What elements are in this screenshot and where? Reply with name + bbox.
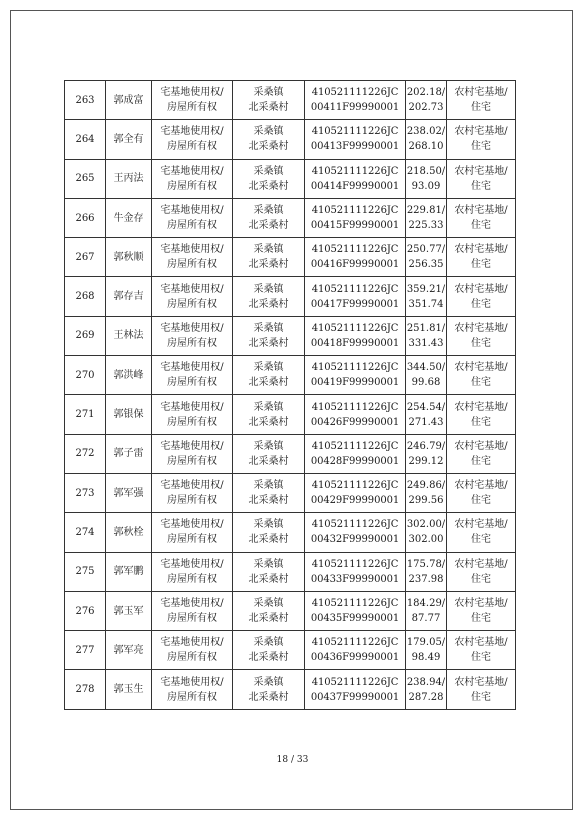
- unit-code-line: 410521111226JC: [311, 598, 399, 609]
- unit-code-cell: [305, 81, 406, 120]
- area-cell: [406, 238, 447, 277]
- owner-name-cell: 郭全有: [106, 120, 152, 159]
- area-line: 202.73: [408, 102, 444, 114]
- unit-code-line: 410521111226JC: [311, 676, 399, 688]
- right-type-cell: [152, 356, 233, 395]
- land-use-line: 住宅: [471, 416, 491, 428]
- right-type-line: 房屋所有权: [167, 416, 217, 428]
- unit-code-line: 00429F99990001: [310, 495, 400, 507]
- location-cell: [233, 120, 305, 159]
- right-type-line: 宅基地使用权/: [160, 480, 224, 492]
- unit-code-line: 00415F99990001: [310, 220, 400, 232]
- unit-code-line: 00411F99990001: [310, 102, 400, 114]
- unit-code-cell: [305, 434, 406, 473]
- unit-code-line: 00428F99990001: [310, 455, 400, 467]
- right-type-line: 宅基地使用权/: [160, 87, 224, 99]
- unit-code-line: 00426F99990001: [310, 416, 400, 428]
- right-type-line: 宅基地使用权/: [160, 165, 224, 177]
- location-line: 北采桑村: [248, 298, 289, 310]
- land-use-line: 农村宅基地/: [454, 519, 508, 531]
- location-line: 采桑镇: [253, 205, 284, 217]
- area-line: 299.12: [408, 455, 444, 467]
- owner-name-cell: 郭银保: [106, 395, 152, 434]
- land-use-line: 农村宅基地/: [454, 205, 508, 217]
- area-line: 218.50/: [406, 165, 446, 177]
- unit-code-line: 410521111226JC: [311, 637, 399, 649]
- unit-code-cell: [305, 473, 406, 512]
- unit-code-cell: [305, 552, 406, 591]
- location-line: 北采桑村: [248, 220, 289, 232]
- location-line: 采桑镇: [253, 480, 284, 492]
- location-line: 采桑镇: [253, 440, 284, 452]
- land-use-line: 农村宅基地/: [454, 637, 508, 649]
- owner-name-cell: 郭存吉: [106, 277, 152, 316]
- location-line: 北采桑村: [248, 416, 289, 428]
- location-cell: [233, 316, 305, 355]
- land-use-line: 住宅: [471, 691, 491, 703]
- land-use-line: 住宅: [471, 298, 491, 310]
- right-type-line: 房屋所有权: [167, 652, 217, 664]
- unit-code-cell: [305, 198, 406, 237]
- owner-name-cell: 郭军亮: [106, 631, 152, 670]
- unit-code-line: 410521111226JC: [311, 283, 399, 295]
- owner-name-cell: 郭玉军: [106, 591, 152, 630]
- right-type-cell: [152, 473, 233, 512]
- unit-code-line: 00437F99990001: [310, 691, 400, 703]
- location-line: 北采桑村: [248, 495, 289, 507]
- right-type-cell: [152, 316, 233, 355]
- area-cell: [406, 473, 447, 512]
- record-number-cell: 268: [65, 277, 106, 316]
- area-line: 249.86/: [406, 480, 446, 492]
- right-type-line: 房屋所有权: [167, 377, 217, 389]
- location-line: 采桑镇: [253, 519, 284, 531]
- unit-code-cell: [305, 670, 406, 709]
- land-use-line: 农村宅基地/: [454, 244, 508, 256]
- location-line: 北采桑村: [248, 652, 289, 664]
- area-cell: [406, 198, 447, 237]
- table-row: [65, 434, 516, 473]
- right-type-line: 宅基地使用权/: [160, 205, 224, 217]
- right-type-cell: [152, 159, 233, 198]
- location-line: 北采桑村: [248, 613, 289, 624]
- location-line: 北采桑村: [248, 259, 289, 271]
- record-number-cell: 263: [65, 81, 106, 120]
- location-line: 北采桑村: [248, 691, 289, 703]
- area-line: 225.33: [408, 220, 444, 232]
- location-line: 北采桑村: [248, 377, 289, 389]
- right-type-line: 房屋所有权: [167, 259, 217, 271]
- right-type-line: 宅基地使用权/: [160, 519, 224, 531]
- land-use-cell: [447, 552, 516, 591]
- table-row: [65, 591, 516, 630]
- location-line: 北采桑村: [248, 180, 289, 192]
- area-cell: [406, 631, 447, 670]
- right-type-line: 宅基地使用权/: [160, 244, 224, 256]
- land-use-line: 农村宅基地/: [454, 165, 508, 177]
- unit-code-line: 410521111226JC: [311, 519, 399, 531]
- record-number-cell: 276: [65, 591, 106, 630]
- location-cell: [233, 670, 305, 709]
- unit-code-line: 00416F99990001: [310, 259, 400, 271]
- table-row: [65, 670, 516, 709]
- land-use-line: 住宅: [471, 495, 491, 507]
- land-use-line: 住宅: [471, 259, 491, 271]
- record-number-cell: 269: [65, 316, 106, 355]
- unit-code-cell: [305, 277, 406, 316]
- location-cell: [233, 277, 305, 316]
- right-type-line: 宅基地使用权/: [160, 126, 224, 138]
- location-cell: [233, 81, 305, 120]
- unit-code-line: 410521111226JC: [311, 558, 399, 570]
- owner-name-cell: 王林法: [106, 316, 152, 355]
- area-cell: [406, 591, 447, 630]
- area-line: 175.78/: [406, 558, 446, 570]
- unit-code-line: 00413F99990001: [310, 141, 400, 153]
- area-cell: [406, 356, 447, 395]
- land-use-cell: [447, 591, 516, 630]
- owner-name-cell: 郭玉生: [106, 670, 152, 709]
- record-number-cell: 273: [65, 473, 106, 512]
- right-type-line: 房屋所有权: [167, 495, 217, 507]
- area-cell: [406, 552, 447, 591]
- unit-code-cell: [305, 591, 406, 630]
- land-use-cell: [447, 513, 516, 552]
- record-number-cell: 278: [65, 670, 106, 709]
- right-type-cell: [152, 591, 233, 630]
- right-type-line: 房屋所有权: [167, 573, 217, 585]
- table-row: [65, 552, 516, 591]
- table-row: [65, 120, 516, 159]
- land-use-line: 农村宅基地/: [454, 362, 508, 374]
- area-line: 268.10: [408, 141, 444, 153]
- right-type-line: 宅基地使用权/: [160, 598, 224, 609]
- right-type-line: 宅基地使用权/: [160, 322, 224, 334]
- right-type-line: 宅基地使用权/: [160, 401, 224, 413]
- area-cell: [406, 434, 447, 473]
- location-line: 北采桑村: [248, 573, 289, 585]
- document-page: [10, 10, 573, 810]
- area-line: 229.81/: [406, 205, 446, 217]
- right-type-cell: [152, 631, 233, 670]
- unit-code-line: 410521111226JC: [311, 401, 399, 413]
- area-line: 331.43: [408, 337, 444, 349]
- area-line: 251.81/: [406, 322, 446, 334]
- land-use-line: 住宅: [471, 180, 491, 192]
- unit-code-line: 00436F99990001: [310, 652, 400, 664]
- location-line: 采桑镇: [253, 558, 284, 570]
- area-line: 254.54/: [406, 401, 446, 413]
- area-line: 238.94/: [406, 676, 446, 688]
- right-type-line: 房屋所有权: [167, 337, 217, 349]
- unit-code-cell: [305, 513, 406, 552]
- area-cell: [406, 120, 447, 159]
- right-type-cell: [152, 277, 233, 316]
- area-cell: [406, 395, 447, 434]
- right-type-line: 宅基地使用权/: [160, 637, 224, 649]
- location-line: 北采桑村: [248, 141, 289, 153]
- right-type-cell: [152, 513, 233, 552]
- table-row: [65, 631, 516, 670]
- land-use-line: 农村宅基地/: [454, 87, 508, 99]
- land-use-line: 农村宅基地/: [454, 598, 508, 609]
- location-line: 北采桑村: [248, 337, 289, 349]
- owner-name-cell: 郭秋顺: [106, 238, 152, 277]
- record-number-cell: 272: [65, 434, 106, 473]
- owner-name-cell: 王丙法: [106, 159, 152, 198]
- record-number-cell: 266: [65, 198, 106, 237]
- table-row: [65, 395, 516, 434]
- area-cell: [406, 81, 447, 120]
- area-line: 271.43: [408, 416, 444, 428]
- right-type-cell: [152, 670, 233, 709]
- unit-code-line: 410521111226JC: [311, 165, 399, 177]
- area-line: 184.29/: [406, 598, 446, 609]
- location-line: 北采桑村: [248, 534, 289, 546]
- unit-code-line: 00414F99990001: [310, 180, 400, 192]
- location-cell: [233, 238, 305, 277]
- right-type-line: 房屋所有权: [167, 102, 217, 114]
- table-row: [65, 81, 516, 120]
- area-line: 302.00/: [406, 519, 446, 531]
- area-line: 238.02/: [406, 126, 446, 138]
- unit-code-cell: [305, 316, 406, 355]
- area-line: 99.68: [411, 377, 441, 389]
- right-type-line: 房屋所有权: [167, 613, 217, 624]
- unit-code-line: 00433F99990001: [310, 573, 400, 585]
- land-use-line: 住宅: [471, 141, 491, 153]
- owner-name-cell: 郭成富: [106, 81, 152, 120]
- land-use-line: 农村宅基地/: [454, 283, 508, 295]
- right-type-cell: [152, 198, 233, 237]
- unit-code-cell: [305, 159, 406, 198]
- table-row: [65, 473, 516, 512]
- land-use-line: 农村宅基地/: [454, 480, 508, 492]
- location-cell: [233, 159, 305, 198]
- land-use-line: 农村宅基地/: [454, 322, 508, 334]
- land-use-line: 农村宅基地/: [454, 676, 508, 688]
- right-type-line: 宅基地使用权/: [160, 440, 224, 452]
- area-line: 202.18/: [406, 87, 446, 99]
- unit-code-line: 00432F99990001: [310, 534, 400, 546]
- location-cell: [233, 434, 305, 473]
- location-cell: [233, 395, 305, 434]
- area-line: 344.50/: [406, 362, 446, 374]
- table-row: [65, 356, 516, 395]
- location-line: 采桑镇: [253, 401, 284, 413]
- area-cell: [406, 513, 447, 552]
- right-type-cell: [152, 238, 233, 277]
- land-use-cell: [447, 238, 516, 277]
- location-line: 采桑镇: [253, 598, 284, 609]
- location-line: 北采桑村: [248, 102, 289, 114]
- unit-code-cell: [305, 238, 406, 277]
- right-type-line: 宅基地使用权/: [160, 676, 224, 688]
- unit-code-line: 410521111226JC: [311, 244, 399, 256]
- unit-code-line: 410521111226JC: [311, 322, 399, 334]
- location-line: 采桑镇: [253, 362, 284, 374]
- area-line: 299.56: [408, 495, 444, 507]
- unit-code-line: 00417F99990001: [310, 298, 400, 310]
- record-number-cell: 270: [65, 356, 106, 395]
- land-use-line: 住宅: [471, 337, 491, 349]
- location-cell: [233, 513, 305, 552]
- land-use-cell: [447, 356, 516, 395]
- right-type-line: 房屋所有权: [167, 220, 217, 232]
- right-type-line: 房屋所有权: [167, 691, 217, 703]
- owner-name-cell: 郭军强: [106, 473, 152, 512]
- land-use-line: 农村宅基地/: [454, 440, 508, 452]
- land-use-cell: [447, 670, 516, 709]
- right-type-line: 房屋所有权: [167, 298, 217, 310]
- right-type-cell: [152, 81, 233, 120]
- land-use-line: 住宅: [471, 573, 491, 585]
- unit-code-line: 00418F99990001: [310, 337, 400, 349]
- location-cell: [233, 198, 305, 237]
- area-line: 287.28: [408, 691, 444, 703]
- land-use-cell: [447, 81, 516, 120]
- area-line: 302.00: [408, 534, 444, 546]
- location-cell: [233, 356, 305, 395]
- land-use-line: 住宅: [471, 377, 491, 389]
- land-use-cell: [447, 198, 516, 237]
- right-type-cell: [152, 434, 233, 473]
- unit-code-line: 410521111226JC: [311, 205, 399, 217]
- area-line: 246.79/: [406, 440, 446, 452]
- unit-code-line: 410521111226JC: [311, 87, 399, 99]
- land-use-line: 农村宅基地/: [454, 401, 508, 413]
- right-type-line: 房屋所有权: [167, 180, 217, 192]
- area-cell: [406, 670, 447, 709]
- unit-code-line: 410521111226JC: [311, 362, 399, 374]
- table-row: [65, 198, 516, 237]
- location-line: 北采桑村: [248, 455, 289, 467]
- right-type-cell: [152, 395, 233, 434]
- record-number-cell: 264: [65, 120, 106, 159]
- land-use-cell: [447, 277, 516, 316]
- location-line: 采桑镇: [253, 126, 284, 138]
- right-type-line: 房屋所有权: [167, 455, 217, 467]
- unit-code-cell: [305, 356, 406, 395]
- location-cell: [233, 473, 305, 512]
- land-use-line: 农村宅基地/: [454, 126, 508, 138]
- table-row: [65, 316, 516, 355]
- right-type-line: 宅基地使用权/: [160, 558, 224, 570]
- land-use-cell: [447, 473, 516, 512]
- record-number-cell: 275: [65, 552, 106, 591]
- right-type-cell: [152, 120, 233, 159]
- land-use-line: 住宅: [471, 534, 491, 546]
- unit-code-cell: [305, 120, 406, 159]
- land-use-cell: [447, 395, 516, 434]
- location-cell: [233, 591, 305, 630]
- land-use-cell: [447, 316, 516, 355]
- right-type-line: 宅基地使用权/: [160, 362, 224, 374]
- records-table: [64, 80, 516, 710]
- record-number-cell: 277: [65, 631, 106, 670]
- area-line: 250.77/: [406, 244, 446, 256]
- table-row: [65, 513, 516, 552]
- location-line: 采桑镇: [253, 676, 284, 688]
- land-use-line: 住宅: [471, 613, 491, 624]
- location-line: 采桑镇: [253, 87, 284, 99]
- area-line: 98.49: [411, 652, 441, 664]
- area-line: 179.05/: [406, 637, 446, 649]
- records-table-body: [65, 81, 516, 710]
- location-line: 采桑镇: [253, 165, 284, 177]
- owner-name-cell: 郭秋栓: [106, 513, 152, 552]
- unit-code-line: 410521111226JC: [311, 480, 399, 492]
- location-cell: [233, 631, 305, 670]
- unit-code-line: 410521111226JC: [311, 440, 399, 452]
- record-number-cell: 265: [65, 159, 106, 198]
- area-line: 237.98: [408, 573, 444, 585]
- unit-code-line: 00419F99990001: [310, 377, 400, 389]
- area-cell: [406, 159, 447, 198]
- area-line: 93.09: [411, 180, 441, 192]
- location-line: 采桑镇: [253, 244, 284, 256]
- table-row: [65, 238, 516, 277]
- land-use-line: 住宅: [471, 220, 491, 232]
- location-line: 采桑镇: [253, 637, 284, 649]
- area-line: 87.77: [411, 613, 441, 624]
- unit-code-line: 00435F99990001: [310, 613, 400, 624]
- right-type-line: 宅基地使用权/: [160, 283, 224, 295]
- right-type-line: 房屋所有权: [167, 534, 217, 546]
- land-use-line: 住宅: [471, 652, 491, 664]
- table-row: [65, 277, 516, 316]
- area-line: 256.35: [408, 259, 444, 271]
- owner-name-cell: 郭军鹏: [106, 552, 152, 591]
- area-line: 359.21/: [406, 283, 446, 295]
- area-cell: [406, 316, 447, 355]
- owner-name-cell: 郭子雷: [106, 434, 152, 473]
- area-line: 351.74: [408, 298, 444, 310]
- land-use-line: 住宅: [471, 455, 491, 467]
- table-row: [65, 159, 516, 198]
- right-type-line: 房屋所有权: [167, 141, 217, 153]
- right-type-cell: [152, 552, 233, 591]
- land-use-cell: [447, 120, 516, 159]
- land-use-cell: [447, 159, 516, 198]
- location-line: 采桑镇: [253, 322, 284, 334]
- page-number: 18 / 33: [276, 755, 309, 765]
- land-use-cell: [447, 631, 516, 670]
- location-line: 采桑镇: [253, 283, 284, 295]
- record-number-cell: 274: [65, 513, 106, 552]
- unit-code-line: 410521111226JC: [311, 126, 399, 138]
- owner-name-cell: 郭洪峰: [106, 356, 152, 395]
- record-number-cell: 271: [65, 395, 106, 434]
- record-number-cell: 267: [65, 238, 106, 277]
- location-cell: [233, 552, 305, 591]
- owner-name-cell: 牛金存: [106, 198, 152, 237]
- land-use-line: 住宅: [471, 102, 491, 114]
- unit-code-cell: [305, 631, 406, 670]
- unit-code-cell: [305, 395, 406, 434]
- area-cell: [406, 277, 447, 316]
- land-use-cell: [447, 434, 516, 473]
- land-use-line: 农村宅基地/: [454, 558, 508, 570]
